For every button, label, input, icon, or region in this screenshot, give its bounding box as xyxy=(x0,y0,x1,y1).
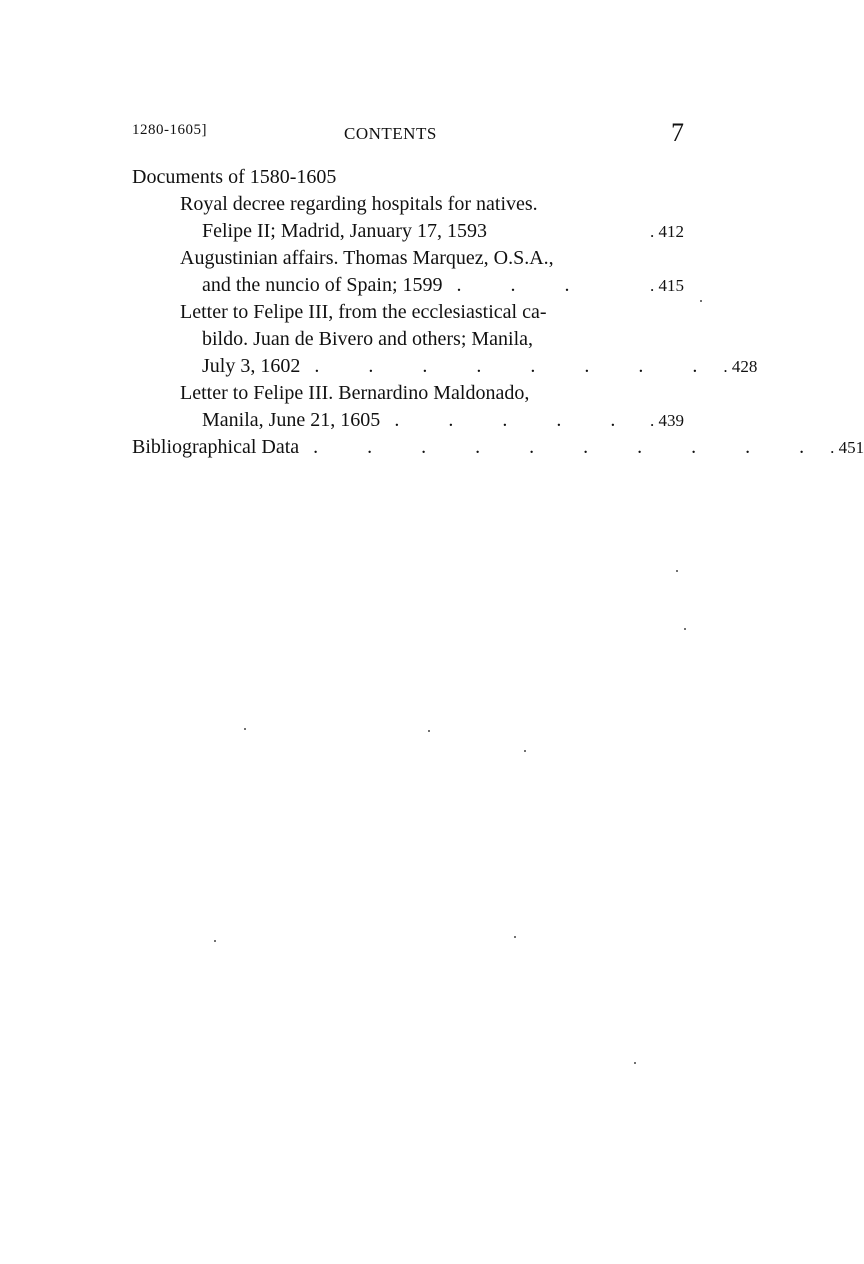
scan-speck xyxy=(634,1062,636,1064)
toc-entry-1-line-1: Royal decree regarding hospitals for natives. xyxy=(180,193,538,215)
toc-entry-2-text: and the nuncio of Spain; 1599 xyxy=(202,274,443,296)
dot-leader: . . . . . . . . . . xyxy=(313,436,827,458)
scan-speck xyxy=(684,628,686,630)
toc-entry-4-line-2 xyxy=(132,407,684,434)
scan-speck xyxy=(244,728,246,730)
scan-speck xyxy=(214,940,216,942)
toc-entry-1-page: . 412 xyxy=(650,222,684,241)
scan-speck xyxy=(676,570,678,572)
scan-speck xyxy=(700,300,702,302)
dot-leader: . . . . . . . . xyxy=(314,355,720,377)
toc-entry-1-text: Felipe II; Madrid, January 17, 1593 xyxy=(202,220,487,242)
toc-entry-3-line-1: Letter to Felipe III, from the ecclesiastical ca- xyxy=(180,301,547,323)
toc-final-page: . 451 xyxy=(830,438,864,457)
running-head xyxy=(132,118,684,158)
running-head-date-range: 1280-1605] xyxy=(132,122,207,138)
toc-entry-2-page: . 415 xyxy=(650,276,684,295)
toc-entry-2-line-1: Augustinian affairs. Thomas Marquez, O.S.A., xyxy=(180,247,554,269)
running-head-title: CONTENTS xyxy=(344,124,437,143)
table-of-contents xyxy=(132,164,864,461)
scan-speck xyxy=(514,936,516,938)
toc-entry-4-line-1: Letter to Felipe III. Bernardino Maldonado, xyxy=(180,382,530,404)
toc-final-text: Bibliographical Data xyxy=(132,436,300,458)
toc-final-entry xyxy=(132,434,864,461)
dot-leader: . . . xyxy=(456,274,592,296)
scan-speck xyxy=(428,730,430,732)
scan-speck xyxy=(524,750,526,752)
toc-entry-3-page: . 428 xyxy=(723,357,758,376)
toc-entry-3-line-2: bildo. Juan de Bivero and others; Manila, xyxy=(202,328,534,350)
toc-entry-4-page: . 439 xyxy=(650,411,684,430)
toc-entry-3-line-3 xyxy=(132,353,758,380)
toc-entry-1-line-2 xyxy=(132,218,684,245)
page-number: 7 xyxy=(671,118,684,147)
toc-entry-2-line-2 xyxy=(132,272,684,299)
dot-leader: . . . . . xyxy=(394,409,638,431)
toc-entry-4-text: Manila, June 21, 1605 xyxy=(202,409,381,431)
toc-section-heading: Documents of 1580-1605 xyxy=(132,166,337,188)
toc-entry-3-text: July 3, 1602 xyxy=(202,355,301,377)
